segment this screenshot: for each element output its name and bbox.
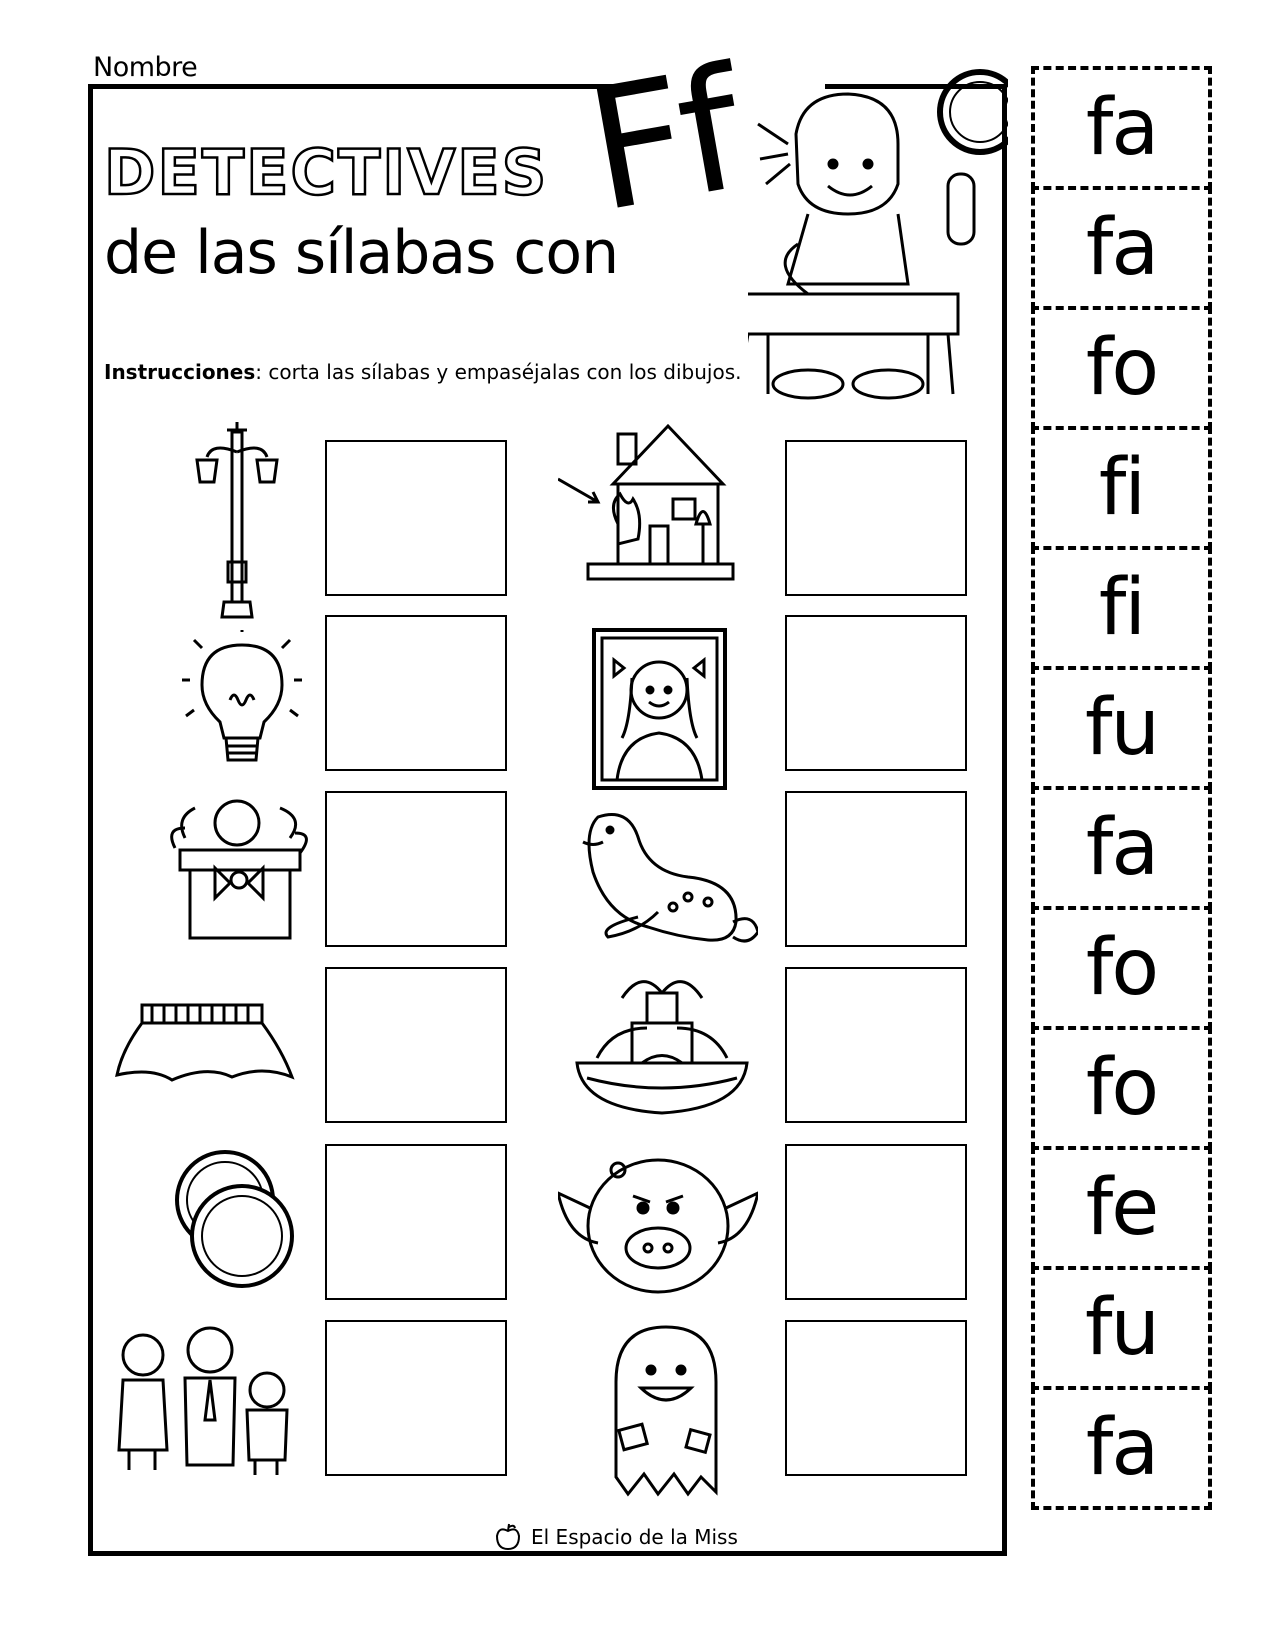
syllable-card[interactable] <box>1031 1386 1212 1510</box>
syllable-card[interactable] <box>1031 1266 1212 1390</box>
framed-photo-icon <box>592 628 727 790</box>
skirt-icon <box>112 995 297 1095</box>
name-label: Nombre <box>93 52 198 83</box>
instructions-text: : corta las sílabas y empaséjalas con los dibujos. <box>255 360 742 384</box>
syllable-card[interactable] <box>1031 186 1212 310</box>
ugly-face-icon <box>558 1148 758 1296</box>
syllable-card[interactable] <box>1031 786 1212 910</box>
syllable-card[interactable] <box>1031 906 1212 1030</box>
syllable-text: fi <box>1098 563 1145 653</box>
seal-icon <box>558 802 758 952</box>
answer-box-10[interactable] <box>785 967 967 1123</box>
syllable-text: fo <box>1085 323 1158 413</box>
coins-icon <box>170 1148 300 1288</box>
ghost-icon <box>606 1322 726 1497</box>
title-subtitle: de las sílabas con <box>104 218 619 288</box>
answer-box-4[interactable] <box>325 967 507 1123</box>
syllable-card[interactable] <box>1031 306 1212 430</box>
syllable-card[interactable] <box>1031 666 1212 790</box>
syllable-card[interactable] <box>1031 1146 1212 1270</box>
syllable-card[interactable] <box>1031 66 1212 190</box>
answer-box-6[interactable] <box>325 1320 507 1476</box>
title-detectives: DETECTIVES <box>104 136 549 209</box>
answer-box-1[interactable] <box>325 440 507 596</box>
house-fire-icon <box>558 414 738 594</box>
instructions-label: Instrucciones <box>104 360 256 384</box>
syllable-text: fa <box>1085 803 1158 893</box>
syllable-text: fa <box>1085 1403 1158 1493</box>
answer-box-7[interactable] <box>785 440 967 596</box>
instructions <box>104 360 741 384</box>
jack-in-box-icon <box>165 788 315 948</box>
syllable-text: fu <box>1085 683 1158 773</box>
answer-box-12[interactable] <box>785 1320 967 1476</box>
apple-icon <box>493 1522 523 1552</box>
footer-brand <box>493 1522 738 1552</box>
syllable-text: fa <box>1085 83 1158 173</box>
street-lamp-icon <box>192 412 282 622</box>
syllable-strip <box>1031 66 1212 1506</box>
family-icon <box>105 1320 300 1480</box>
syllable-text: fo <box>1085 923 1158 1013</box>
syllable-text: fa <box>1085 203 1158 293</box>
answer-box-11[interactable] <box>785 1144 967 1300</box>
syllable-text: fe <box>1085 1163 1158 1253</box>
light-bulb-icon <box>182 630 302 770</box>
answer-box-8[interactable] <box>785 615 967 771</box>
syllable-card[interactable] <box>1031 426 1212 550</box>
syllable-text: fu <box>1085 1283 1158 1373</box>
fountain-icon <box>572 968 752 1128</box>
syllable-card[interactable] <box>1031 546 1212 670</box>
syllable-text: fi <box>1098 443 1145 533</box>
answer-box-9[interactable] <box>785 791 967 947</box>
syllable-card[interactable] <box>1031 1026 1212 1150</box>
detective-girl-icon <box>748 64 1008 414</box>
footer-brand-text: El Espacio de la Miss <box>531 1525 738 1549</box>
answer-box-2[interactable] <box>325 615 507 771</box>
letter-ff: Ff <box>574 31 751 250</box>
syllable-text: fo <box>1085 1043 1158 1133</box>
answer-box-3[interactable] <box>325 791 507 947</box>
answer-box-5[interactable] <box>325 1144 507 1300</box>
